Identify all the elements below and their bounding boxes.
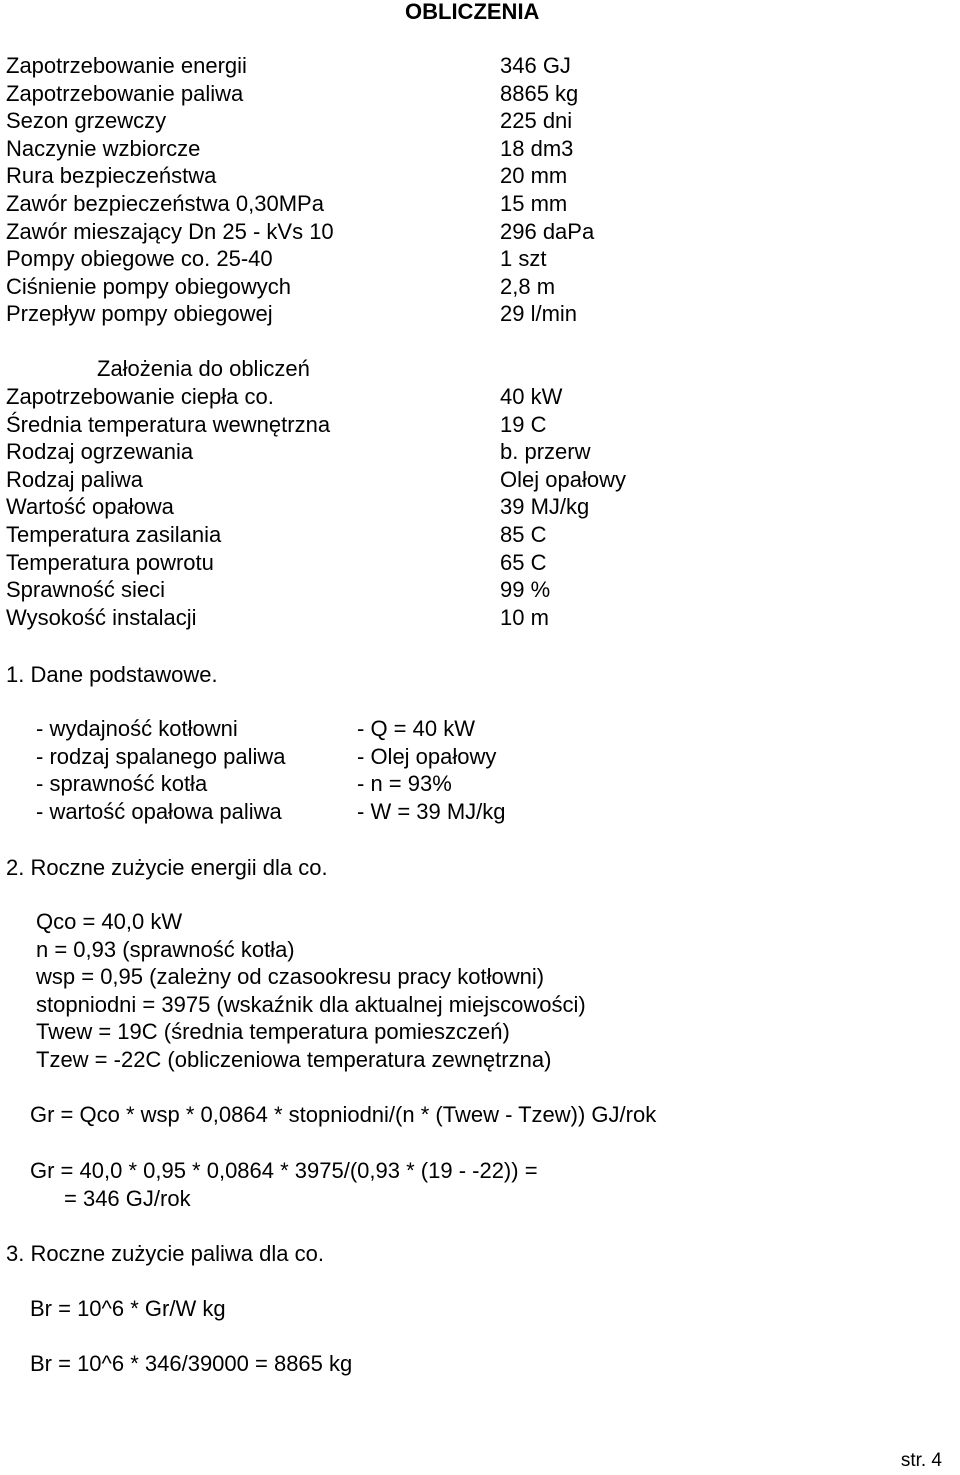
basic-data-label: - wartość opałowa paliwa — [36, 798, 282, 824]
basic-data-value: - Q = 40 kW — [357, 716, 475, 741]
assumption-value: b. przerw — [500, 439, 591, 465]
summary-value: 2,8 m — [500, 273, 556, 299]
assumption-label: Temperatura powrotu — [6, 549, 214, 575]
assumption-value: 40 kW — [500, 384, 563, 409]
summary-label: Zawór mieszający Dn 25 - kVs 10 — [6, 218, 334, 244]
summary-value: 225 dni — [500, 108, 573, 134]
summary-label: Ciśnienie pompy obiegowych — [6, 273, 291, 299]
basic-data-value: - W = 39 MJ/kg — [357, 798, 506, 824]
summary-label: Zapotrzebowanie energii — [6, 53, 247, 78]
fuel-formula: Br = 10^6 * Gr/W kg — [30, 1296, 226, 1321]
summary-label: Rura bezpieczeństwa — [6, 163, 217, 189]
section3-heading: 3. Roczne zużycie paliwa dla co. — [6, 1241, 324, 1266]
summary-label: Sezon grzewczy — [6, 108, 167, 134]
assumption-label: Wysokość instalacji — [6, 604, 197, 630]
summary-value: 18 dm3 — [500, 135, 574, 161]
energy-param-text: n = 0,93 (sprawność kotła) — [36, 936, 295, 962]
summary-value: 296 daPa — [500, 218, 595, 244]
energy-calc-line2: = 346 GJ/rok — [64, 1186, 191, 1211]
assumption-label: Średnia temperatura wewnętrzna — [6, 411, 331, 437]
assumption-value: 39 MJ/kg — [500, 494, 590, 520]
assumption-label: Zapotrzebowanie ciepła co. — [6, 384, 274, 409]
summary-label: Pompy obiegowe co. 25-40 — [6, 246, 273, 272]
assumption-value: 10 m — [500, 604, 549, 630]
summary-value: 1 szt — [500, 246, 547, 272]
summary-value: 20 mm — [500, 163, 568, 189]
basic-data-value: - Olej opałowy — [357, 743, 497, 769]
energy-param-text: wsp = 0,95 (zależny od czasookresu pracy kotłowni) — [36, 964, 545, 990]
assumption-label: Sprawność sieci — [6, 577, 165, 603]
energy-param-text: stopniodni = 3975 (wskaźnik dla aktualnej miejscowości) — [36, 991, 586, 1017]
assumption-value: 19 C — [500, 411, 547, 437]
assumptions-heading: Założenia do obliczeń — [97, 356, 310, 381]
section1-heading: 1. Dane podstawowe. — [6, 662, 218, 687]
basic-data-label: - wydajność kotłowni — [36, 716, 238, 741]
energy-param-text: Qco = 40,0 kW — [36, 909, 183, 934]
basic-data-label: - sprawność kotła — [36, 771, 208, 797]
summary-label: Przepływ pompy obiegowej — [6, 301, 273, 327]
summary-label: Zawór bezpieczeństwa 0,30MPa — [6, 190, 324, 216]
energy-param-text: Tzew = -22C (obliczeniowa temperatura zewnętrzna) — [36, 1046, 552, 1072]
energy-calc-line1: Gr = 40,0 * 0,95 * 0,0864 * 3975/(0,93 * (19 - -22)) = — [30, 1158, 538, 1183]
assumption-value: 85 C — [500, 521, 547, 547]
basic-data-value: - n = 93% — [357, 771, 452, 797]
summary-value: 346 GJ — [500, 53, 571, 78]
energy-formula: Gr = Qco * wsp * 0,0864 * stopniodni/(n * (Twew - Tzew)) GJ/rok — [30, 1102, 657, 1127]
assumption-label: Temperatura zasilania — [6, 521, 222, 547]
assumption-value: 99 % — [500, 577, 551, 603]
assumption-label: Rodzaj ogrzewania — [6, 439, 194, 465]
assumption-value: Olej opałowy — [500, 466, 626, 492]
energy-param-text: Twew = 19C (średnia temperatura pomieszczeń) — [36, 1019, 510, 1045]
summary-value: 15 mm — [500, 190, 568, 216]
summary-label: Naczynie wzbiorcze — [6, 135, 201, 161]
summary-label: Zapotrzebowanie paliwa — [6, 80, 244, 106]
summary-value: 8865 kg — [500, 80, 579, 106]
section2-heading: 2. Roczne zużycie energii dla co. — [6, 855, 328, 880]
page-number: str. 4 — [900, 1450, 942, 1472]
assumption-label: Rodzaj paliwa — [6, 466, 143, 492]
assumption-label: Wartość opałowa — [6, 494, 174, 520]
assumption-value: 65 C — [500, 549, 547, 575]
basic-data-label: - rodzaj spalanego paliwa — [36, 743, 286, 769]
fuel-calc: Br = 10^6 * 346/39000 = 8865 kg — [30, 1351, 353, 1376]
summary-value: 29 l/min — [500, 301, 578, 327]
page-title: OBLICZENIA — [405, 0, 540, 24]
